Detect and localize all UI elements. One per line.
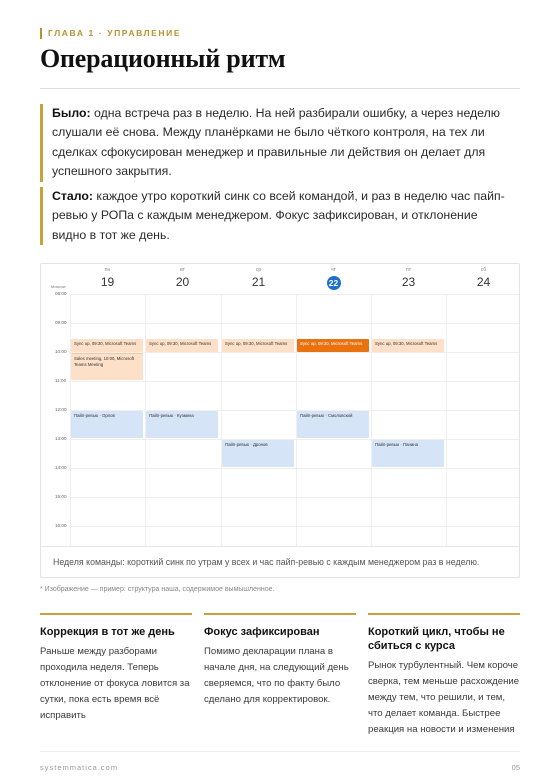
page-title: Операционный ритм <box>40 44 286 73</box>
calendar-event[interactable]: Пайп-ревью · Кузмина <box>146 411 218 438</box>
benefit-title-2: Фокус зафиксирован <box>204 626 320 638</box>
calendar-event[interactable]: Sync up, 09:30, Microsoft Teams <box>297 339 369 353</box>
day-of-week-label: пт <box>406 267 411 273</box>
calendar-event[interactable]: Sync up, 09:30, Microsoft Teams <box>146 339 218 353</box>
time-label: 13:00 <box>55 436 67 441</box>
time-label: 10:00 <box>55 349 67 354</box>
day-number: 24 <box>476 275 491 289</box>
day-column-divider <box>221 294 222 546</box>
benefit-column-2 <box>204 613 356 708</box>
benefit-column-1 <box>40 613 192 724</box>
day-of-week-label: ср <box>255 267 262 273</box>
time-label: 14:00 <box>55 465 67 470</box>
benefit-text-3: Рынок турбулентный. Чем короче сверка, тем меньше расхождение между тем, что решили, и тем, что делает команда. Быстрее реакция на новости и изменения <box>368 660 520 735</box>
after-block <box>40 187 510 245</box>
calendar-event[interactable]: Пайп-ревью · Дронов <box>222 440 294 467</box>
time-label: 09:00 <box>55 320 67 325</box>
title-divider <box>40 88 520 89</box>
time-label: 08:00 <box>55 291 67 296</box>
hour-gridline <box>69 468 520 469</box>
today-date-badge: 22 <box>327 276 341 290</box>
image-note: * Изображение — пример: структура наша, содержимое вымышленное. <box>40 586 275 593</box>
hour-gridline <box>69 497 520 498</box>
timezone-label: Moscow <box>51 284 66 289</box>
benefit-title-3: Короткий цикл, чтобы не сбиться с курса <box>368 626 505 652</box>
calendar-header <box>41 264 520 294</box>
kicker-text: ГЛАВА 1 · УПРАВЛЕНИЕ <box>48 28 182 38</box>
time-label: 12:00 <box>55 407 67 412</box>
before-label: Было: <box>52 106 91 120</box>
hour-gridline <box>69 439 520 440</box>
day-header-22[interactable] <box>296 267 371 291</box>
benefit-column-3 <box>368 613 520 738</box>
day-header-20[interactable] <box>145 267 220 291</box>
day-column-divider <box>371 294 372 546</box>
day-of-week-label: вт <box>180 267 185 273</box>
calendar-event[interactable]: Пайп-ревью · Орлов <box>71 411 143 438</box>
hour-gridline <box>69 381 520 382</box>
time-label: 11:00 <box>55 378 67 383</box>
day-number: 23 <box>401 275 416 289</box>
day-header-23[interactable] <box>371 267 446 291</box>
calendar-event[interactable]: Пайп-ревью · Смоловский <box>297 411 369 438</box>
day-number: 20 <box>175 275 190 289</box>
day-number: 21 <box>251 275 266 289</box>
time-label: 16:00 <box>55 523 67 528</box>
day-of-week-label: чт <box>331 267 336 273</box>
calendar-event[interactable]: Sales meeting, 10:00, Microsoft Teams Meeting <box>71 353 143 380</box>
week-calendar <box>40 263 520 578</box>
calendar-event[interactable]: Sync up, 09:30, Microsoft Teams <box>222 339 294 353</box>
before-block <box>40 104 510 182</box>
after-label: Стало: <box>52 189 93 203</box>
benefit-text-2: Помимо декларации плана в начале дня, на следующий день сверяемся, что по факту было сделано для корректировок. <box>204 646 349 705</box>
benefit-title-1: Коррекция в тот же день <box>40 626 175 638</box>
day-header-21[interactable] <box>221 267 296 291</box>
calendar-caption: Неделя команды: короткий синк по утрам у всех и час пайп-ревью с каждым менеджером раз в неделю. <box>41 546 520 578</box>
kicker-accent-bar <box>40 28 42 39</box>
footer-site[interactable]: systemmatica.com <box>40 763 119 772</box>
day-of-week-label: сб <box>480 267 487 273</box>
hour-gridline <box>69 323 520 324</box>
time-label: 15:00 <box>55 494 67 499</box>
footer-divider <box>40 751 520 752</box>
before-text: одна встреча раз в неделю. На ней разбирали ошибку, а через неделю слушали её снова. Между планёрками не было чёткого контроля, на тех ли сделках сфокусирован менеджер и правильные ли действия он делает для успешного закрытия. <box>52 106 501 179</box>
day-header-19[interactable] <box>70 267 145 291</box>
day-column-divider <box>446 294 447 546</box>
day-number: 19 <box>100 275 115 289</box>
day-header-24[interactable] <box>446 267 520 291</box>
after-text: каждое утро короткий синк со всей командой, и раз в неделю час пайп-ревью у РОПа с каждым менеджером. Фокус зафиксирован, и отклонение видно в тот же день. <box>52 189 505 242</box>
calendar-event[interactable]: Пайп-ревью · Панина <box>372 440 444 467</box>
page-number: 05 <box>511 763 520 772</box>
hour-gridline <box>69 526 520 527</box>
day-of-week-label: пн <box>104 267 111 273</box>
calendar-event[interactable]: Sync up, 09:30, Microsoft Teams <box>372 339 444 353</box>
hour-gridline <box>69 294 520 295</box>
benefit-text-1: Раньше между разборами проходила неделя. Теперь отклонение от фокуса ловится за сутки, пока есть время всё исправить <box>40 646 190 721</box>
calendar-event[interactable]: Sync up, 09:30, Microsoft Teams <box>71 339 143 353</box>
chapter-kicker <box>40 27 181 39</box>
